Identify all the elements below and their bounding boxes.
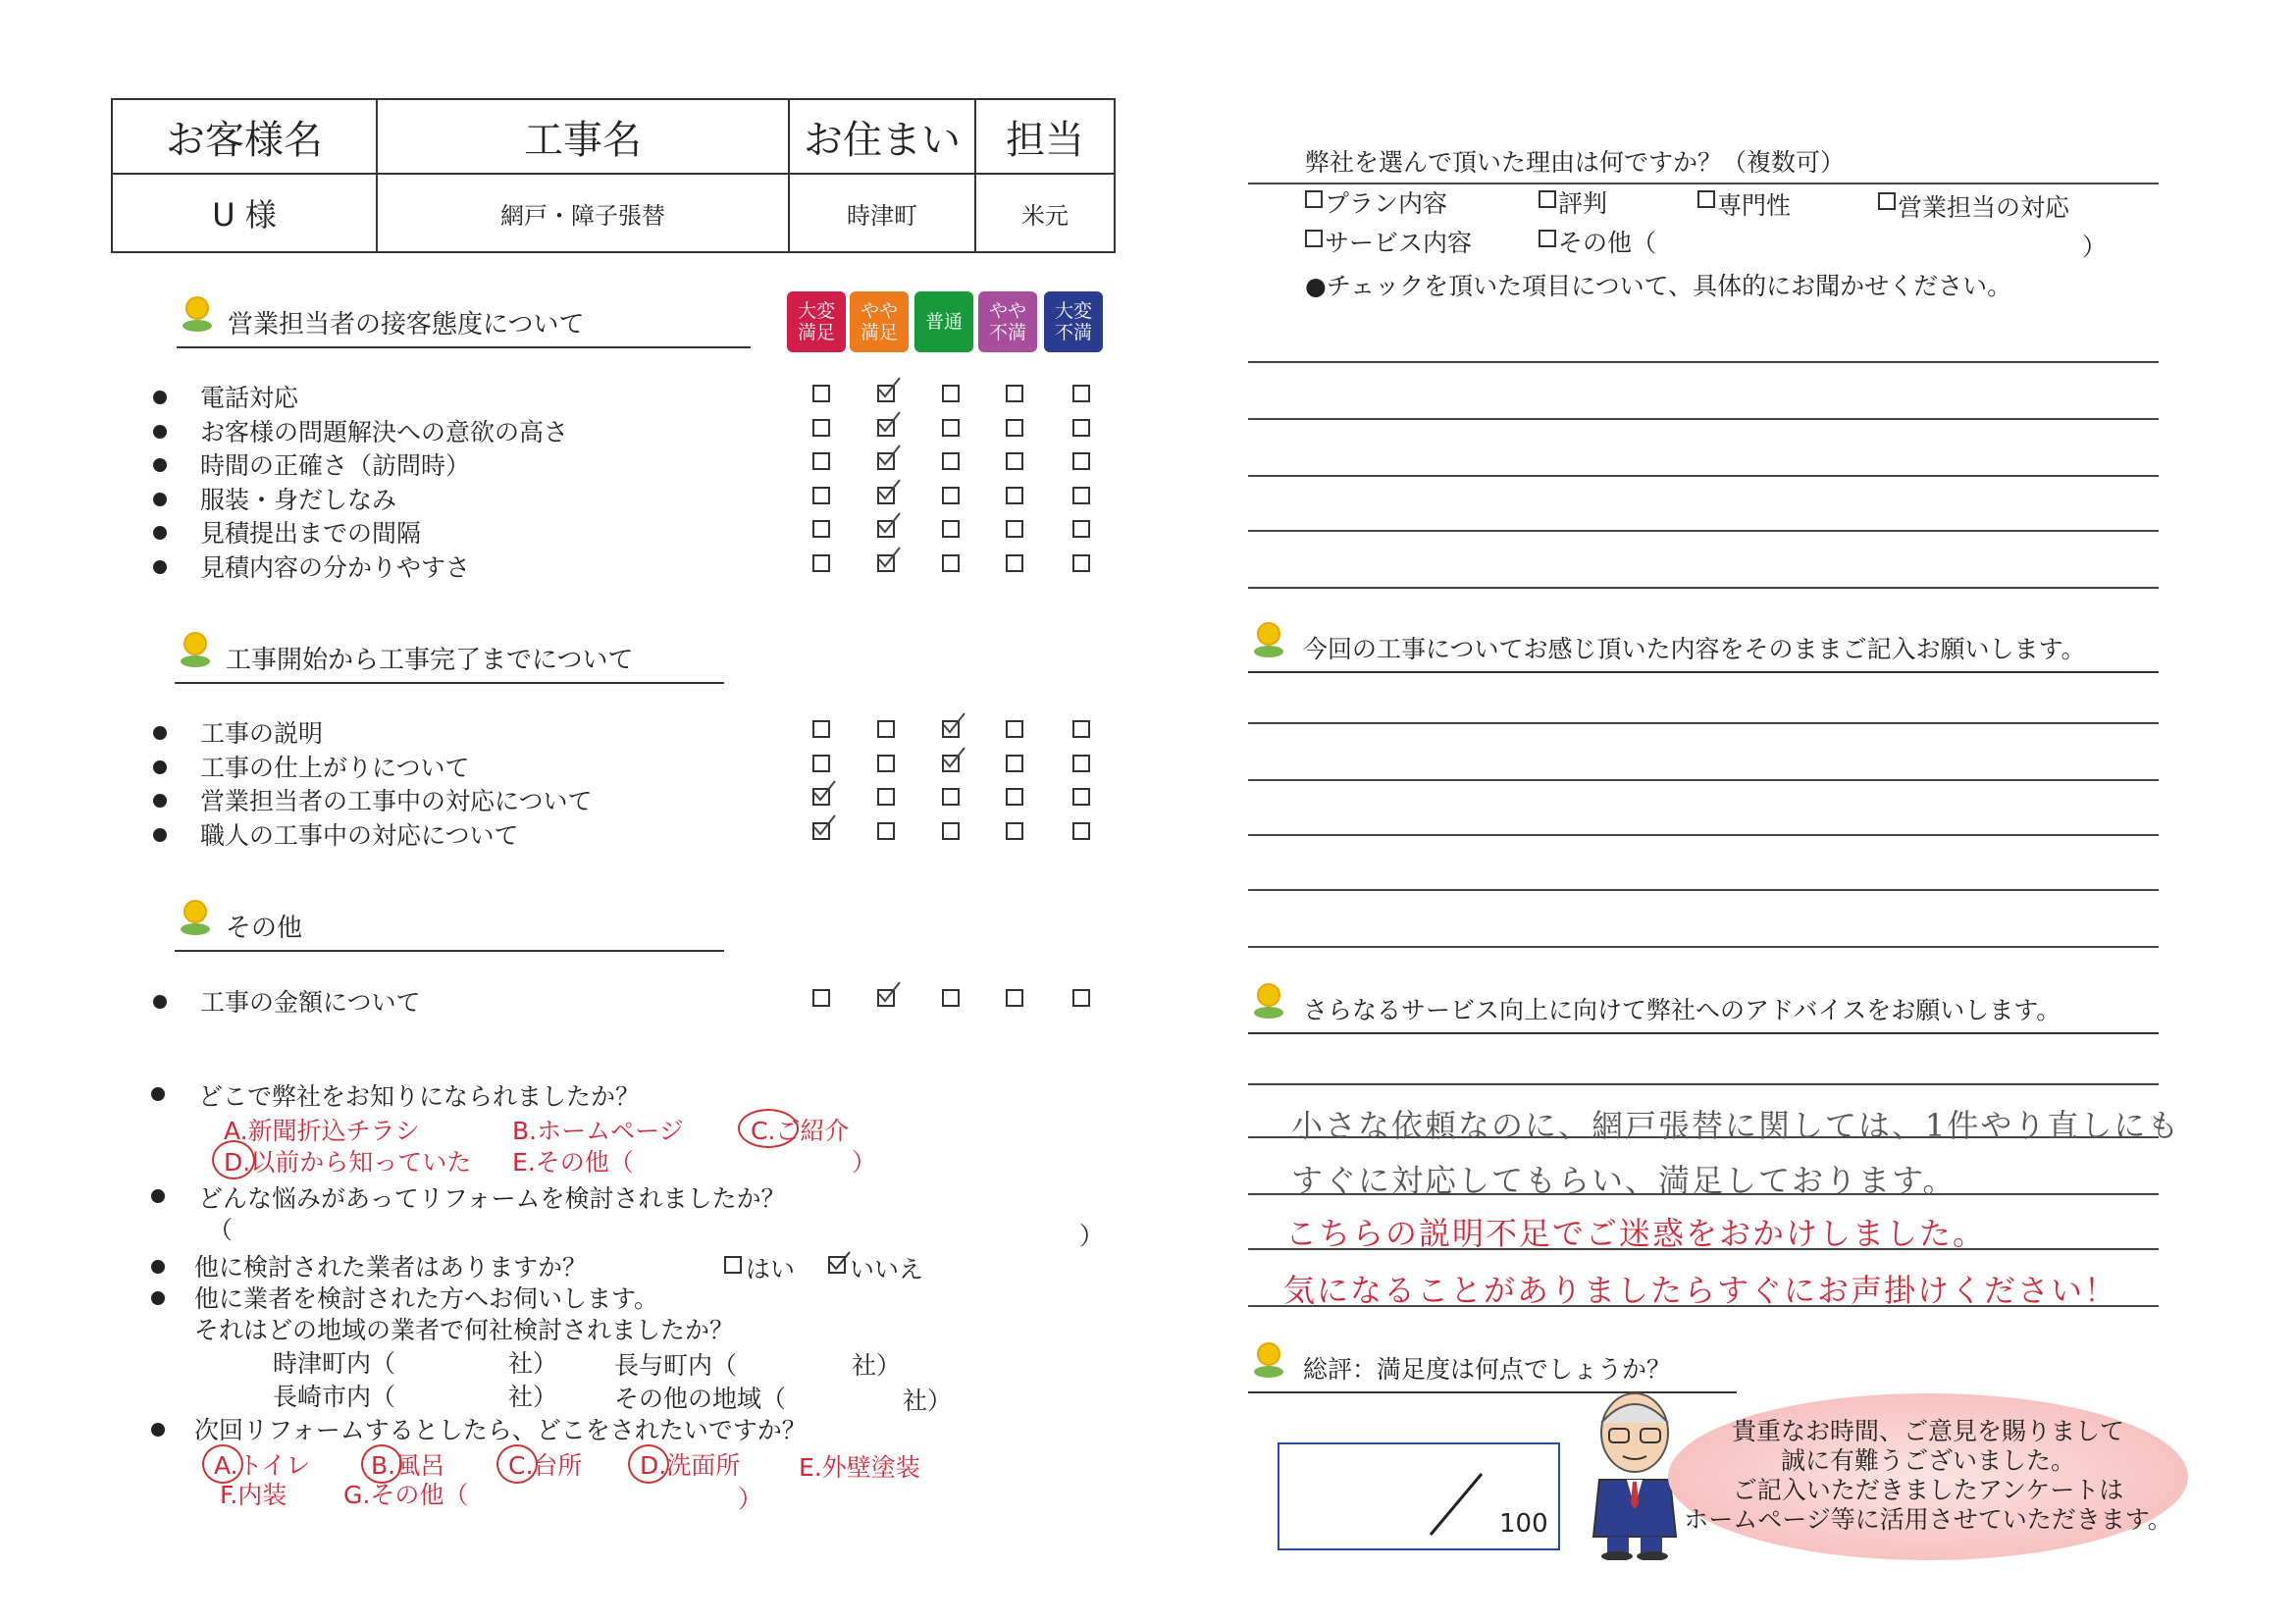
next-option-e[interactable]: E.外壁塗装 xyxy=(799,1453,920,1482)
checkmark-icon xyxy=(875,443,903,470)
bullet xyxy=(151,1291,165,1305)
section3-title-text: その他 xyxy=(226,914,303,943)
rating-checkbox[interactable] xyxy=(942,822,960,840)
thanks-text xyxy=(1668,1417,2188,1535)
bullet xyxy=(153,560,167,574)
area-togitsu-unit: 社） xyxy=(508,1349,558,1378)
rating-checkbox[interactable] xyxy=(1006,822,1023,840)
rating-checkbox[interactable] xyxy=(1006,720,1023,738)
next-option-f[interactable]: F.内装 xyxy=(220,1481,287,1509)
next-option-a[interactable]: A.トイレ xyxy=(214,1451,311,1480)
rating-checkbox[interactable] xyxy=(1072,755,1090,772)
thanks-line-1: 貴重なお時間、ご意見を賜りまして xyxy=(1731,1417,2124,1445)
rating-item-label: お客様の問題解決への意欲の高さ xyxy=(200,417,569,446)
bullet xyxy=(153,391,167,404)
reason-close-paren: ） xyxy=(2082,233,2108,261)
selection-circle xyxy=(628,1444,669,1484)
flower-icon xyxy=(181,900,210,939)
advice-handwritten-1: 小さな依頼なのに、網戸張替に関しては、1件やり直しにも xyxy=(1291,1107,2181,1144)
source-option-c[interactable]: C.ご紹介 xyxy=(751,1117,850,1145)
advice-handwritten-2: すぐに対応してもらい、満足しております。 xyxy=(1291,1162,1957,1199)
source-option-e[interactable]: E.その他（ xyxy=(512,1148,634,1177)
rating-checkbox[interactable] xyxy=(1006,989,1023,1007)
reason-sales-label: 営業担当の対応 xyxy=(1898,193,2070,222)
section2-title-text: 工事開始から工事完了までについて xyxy=(226,646,634,675)
reply-line-2: 気になることがありましたらすぐにお声掛けください！ xyxy=(1283,1272,2118,1309)
customer-label: お客様名 xyxy=(113,100,378,175)
rating-checkbox[interactable] xyxy=(1006,385,1023,402)
rating-checkbox[interactable] xyxy=(1072,989,1090,1007)
worry-close-paren: ） xyxy=(1079,1222,1105,1250)
area-other: その他の地域（ xyxy=(614,1385,787,1413)
advice-title-text: さらなるサービス向上に向けて弊社へのアドバイスをお願いします。 xyxy=(1303,996,2061,1024)
rating-item-label: 職人の工事中の対応について xyxy=(200,820,519,850)
q-next-text: 次回リフォームするとしたら、どこをされたいですか？ xyxy=(194,1416,807,1444)
bullet xyxy=(151,1189,165,1203)
thanks-line-4: ホームページ等に活用させていただきます。 xyxy=(1684,1505,2172,1534)
next-option-c[interactable]: C.台所 xyxy=(508,1451,583,1480)
reason-detail-prompt: ●チェックを頂いた項目について、具体的にお聞かせください。 xyxy=(1305,272,2012,300)
rating-checkbox[interactable] xyxy=(1072,788,1090,806)
area-value: 時津町 xyxy=(790,175,976,251)
customer-value: U 様 xyxy=(113,175,378,251)
section1-title xyxy=(177,304,751,348)
rating-checkbox[interactable] xyxy=(942,452,960,470)
ruled-line xyxy=(1248,361,2159,363)
rating-badge-2: やや 満足 xyxy=(850,291,909,352)
next-option-b[interactable]: B.風呂 xyxy=(371,1451,445,1480)
rating-badge-5: 大変 不満 xyxy=(1044,291,1103,352)
rating-item-label: 工事の仕上がりについて xyxy=(200,753,470,782)
area-togitsu: 時津町内（ xyxy=(273,1349,396,1378)
bullet xyxy=(153,458,167,472)
rating-checkbox[interactable] xyxy=(877,822,895,840)
checkmark-icon xyxy=(940,745,967,772)
q-vendor-text: 他に検討された業者はありますか？ xyxy=(194,1253,588,1282)
rating-badge-3: 普通 xyxy=(914,291,973,352)
bullet xyxy=(153,493,167,506)
section2-title xyxy=(175,640,724,684)
ruled-line xyxy=(1248,946,2159,948)
header-table xyxy=(111,98,1116,253)
source-close-paren: ） xyxy=(852,1148,877,1177)
rating-checkbox[interactable] xyxy=(1006,755,1023,772)
work-label: 工事名 xyxy=(378,100,790,175)
area-nagasaki: 長崎市内（ xyxy=(273,1383,396,1411)
source-option-a[interactable]: A.新聞折込チラシ xyxy=(224,1117,420,1145)
ruled-line xyxy=(1248,587,2159,589)
thanks-line-2: 誠に有難うございました。 xyxy=(1780,1446,2075,1475)
rating-item-label: 電話対応 xyxy=(200,384,299,412)
source-option-d[interactable]: D.以前から知っていた xyxy=(224,1148,472,1177)
reason-reputation-label: 評判 xyxy=(1558,189,1608,218)
reason-title: 弊社を選んで頂いた理由は何ですか？（複数可） xyxy=(1305,148,1846,177)
area-nagayo-unit: 社） xyxy=(852,1351,902,1380)
rating-checkbox[interactable] xyxy=(1072,822,1090,840)
rating-checkbox[interactable] xyxy=(812,720,830,738)
checkmark-icon xyxy=(875,375,903,402)
rating-item-label: 服装・身だしなみ xyxy=(200,485,397,514)
score-max: 100 xyxy=(1499,1509,1548,1539)
bullet xyxy=(153,526,167,540)
next-close-paren: ） xyxy=(738,1485,763,1513)
ruled-line xyxy=(1248,722,2159,724)
rating-checkbox[interactable] xyxy=(1072,385,1090,402)
bullet xyxy=(153,726,167,740)
rating-checkbox[interactable] xyxy=(812,487,830,504)
flower-icon xyxy=(1254,983,1283,1022)
reason-other-checkbox[interactable] xyxy=(1539,230,1556,247)
staff-value: 米元 xyxy=(1021,201,1069,230)
rating-checkbox[interactable] xyxy=(1006,554,1023,572)
reason-service-checkbox[interactable] xyxy=(1305,230,1323,247)
reply-line-1: こちらの説明不足でご迷惑をおかけしました。 xyxy=(1285,1215,1987,1252)
rating-checkbox[interactable] xyxy=(812,554,830,572)
rating-checkbox[interactable] xyxy=(942,419,960,437)
thanks-line-3: ご記入いただきましたアンケートは xyxy=(1732,1476,2124,1504)
section1-title-text: 営業担当者の接客態度について xyxy=(228,310,585,340)
rating-checkbox[interactable] xyxy=(812,419,830,437)
checkmark-icon xyxy=(875,510,903,538)
reason-expertise-checkbox[interactable] xyxy=(1697,190,1715,208)
rating-checkbox[interactable] xyxy=(1006,419,1023,437)
checkmark-icon xyxy=(875,409,903,437)
rating-checkbox[interactable] xyxy=(1072,554,1090,572)
ruled-line xyxy=(1248,779,2159,781)
rating-checkbox[interactable] xyxy=(1006,788,1023,806)
rating-checkbox[interactable] xyxy=(942,520,960,538)
q-worry-text: どんな悩みがあってリフォームを検討されましたか？ xyxy=(198,1184,786,1213)
vendor-yes-checkbox[interactable] xyxy=(724,1256,742,1274)
rating-checkbox[interactable] xyxy=(812,755,830,772)
bullet xyxy=(151,1260,165,1274)
vendor-yes-label: はい xyxy=(746,1255,796,1283)
rating-checkbox[interactable] xyxy=(1072,452,1090,470)
rating-checkbox[interactable] xyxy=(877,755,895,772)
selection-circle xyxy=(738,1109,799,1148)
reason-plan-checkbox[interactable] xyxy=(1305,190,1323,208)
flower-icon xyxy=(183,296,212,336)
rating-checkbox[interactable] xyxy=(812,989,830,1007)
rating-checkbox[interactable] xyxy=(877,788,895,806)
rating-item-label: 時間の正確さ（訪問時） xyxy=(200,451,471,480)
flower-icon xyxy=(181,632,210,671)
score-title xyxy=(1248,1350,1737,1393)
rating-checkbox[interactable] xyxy=(1006,520,1023,538)
rating-checkbox[interactable] xyxy=(1006,452,1023,470)
next-option-d[interactable]: D.洗面所 xyxy=(640,1451,741,1480)
rating-checkbox[interactable] xyxy=(1072,720,1090,738)
reason-plan-label: プラン内容 xyxy=(1325,189,1448,218)
rating-item-label: 見積内容の分かりやすさ xyxy=(200,552,471,582)
checkmark-icon xyxy=(875,477,903,504)
q-area-text2: それはどの地域の業者で何社検討されましたか？ xyxy=(194,1316,735,1344)
source-option-b[interactable]: B.ホームページ xyxy=(512,1117,684,1145)
selection-circle xyxy=(496,1444,538,1484)
next-option-g[interactable]: G.その他（ xyxy=(343,1481,469,1509)
rating-checkbox[interactable] xyxy=(942,487,960,504)
flower-icon xyxy=(1254,1342,1283,1382)
rating-checkbox[interactable] xyxy=(1006,487,1023,504)
worry-open-paren: （ xyxy=(208,1216,234,1244)
bullet xyxy=(153,760,167,774)
area-nagasaki-unit: 社） xyxy=(508,1383,558,1411)
area-label: お住まい xyxy=(790,100,976,175)
score-title-text: 総評：満足度は何点でしょうか？ xyxy=(1303,1355,1672,1384)
ruled-line xyxy=(1248,1083,2159,1085)
ruled-line xyxy=(1248,834,2159,836)
q-source-text: どこで弊社をお知りになられましたか？ xyxy=(198,1082,641,1111)
checkmark-icon xyxy=(875,545,903,572)
rating-checkbox[interactable] xyxy=(812,520,830,538)
area-other-unit: 社） xyxy=(903,1387,953,1415)
bullet xyxy=(153,828,167,842)
bullet xyxy=(153,425,167,439)
checkmark-icon xyxy=(810,812,838,840)
score-box[interactable] xyxy=(1278,1442,1560,1550)
rating-checkbox[interactable] xyxy=(1072,419,1090,437)
staff-label: 担当 xyxy=(976,100,1114,175)
rating-checkbox[interactable] xyxy=(942,989,960,1007)
reason-other-label: その他（ xyxy=(1558,229,1657,257)
bullet xyxy=(153,794,167,808)
checkmark-icon xyxy=(940,710,967,738)
rating-item-label: 見積提出までの間隔 xyxy=(200,519,422,548)
q-area-text1: 他に業者を検討された方へお伺いします。 xyxy=(194,1284,659,1313)
bullet xyxy=(153,995,167,1009)
ruled-line xyxy=(1248,530,2159,532)
ruled-line xyxy=(1248,475,2159,477)
reason-sales-checkbox[interactable] xyxy=(1878,192,1896,210)
bullet xyxy=(151,1087,165,1101)
rating-item-label: 工事の説明 xyxy=(200,719,324,748)
rating-checkbox[interactable] xyxy=(877,720,895,738)
vendor-no-label: いいえ xyxy=(850,1255,924,1283)
rating-checkbox[interactable] xyxy=(942,385,960,402)
rating-checkbox[interactable] xyxy=(812,385,830,402)
bullet xyxy=(151,1423,165,1437)
rating-badge-4: やや 不満 xyxy=(978,291,1037,352)
selection-circle xyxy=(212,1140,255,1179)
reason-expertise-label: 専門性 xyxy=(1717,191,1792,220)
slash-icon xyxy=(1427,1470,1486,1539)
checkmark-icon xyxy=(875,979,903,1007)
reason-reputation-checkbox[interactable] xyxy=(1539,190,1556,208)
checkmark-icon xyxy=(810,778,838,806)
advice-title xyxy=(1248,991,2159,1034)
impression-title xyxy=(1248,630,2159,673)
rating-item-label: 工事の金額について xyxy=(200,988,421,1017)
rating-checkbox[interactable] xyxy=(942,554,960,572)
rating-checkbox[interactable] xyxy=(942,788,960,806)
area-nagayo: 長与町内（ xyxy=(614,1351,738,1380)
rating-checkbox[interactable] xyxy=(1072,520,1090,538)
section3-title xyxy=(175,908,724,952)
work-value: 網戸・障子張替 xyxy=(378,175,790,251)
rating-checkbox[interactable] xyxy=(812,452,830,470)
impression-title-text: 今回の工事についてお感じ頂いた内容をそのままご記入お願いします。 xyxy=(1303,635,2086,663)
ruled-line xyxy=(1248,418,2159,420)
ruled-line xyxy=(1248,889,2159,891)
rating-checkbox[interactable] xyxy=(1072,487,1090,504)
rating-badge-1: 大変 満足 xyxy=(787,291,846,352)
flower-icon xyxy=(1254,622,1283,661)
reason-service-label: サービス内容 xyxy=(1325,229,1473,257)
rating-item-label: 営業担当者の工事中の対応について xyxy=(200,787,593,815)
